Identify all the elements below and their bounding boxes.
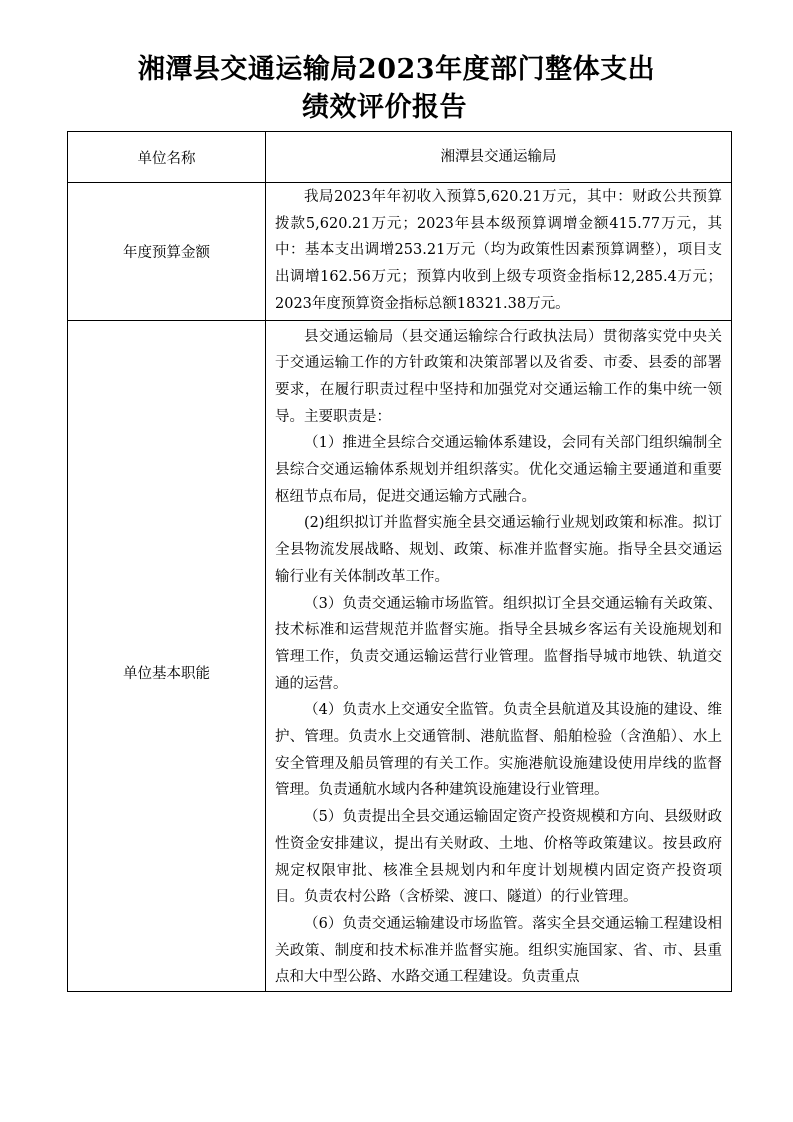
table-row-budget bbox=[68, 183, 732, 321]
unit-name-label: 单位名称 bbox=[68, 132, 266, 183]
duties-paragraph-5: （5）负责提出全县交通运输固定资产投资规模和方向、县级财政性资金安排建议，提出有关财政、土地、价格等政策建议。按县政府规定权限审批、核准全县规划内和年度计划规模内固定资产投资项目。负责农村公路（含桥梁、渡口、隧道）的行业管理。 bbox=[275, 809, 722, 906]
duties-paragraph-4: （4）负责水上交通安全监管。负责全县航道及其设施的建设、维护、管理。负责水上交通管制、港航监督、船舶检验（含渔船）、水上安全管理及船员管理的有关工作。实施港航设施建设使用岸线的监督管理。负责通航水域内各种建筑设施建设行业管理。 bbox=[275, 702, 722, 799]
duties-paragraph-6: （6）负责交通运输建设市场监管。落实全县交通运输工程建设相关政策、制度和技术标准并监督实施。组织实施国家、省、市、县重点和大中型公路、水路交通工程建设。负责重点 bbox=[275, 915, 722, 986]
duties-paragraph-3: （3）负责交通运输市场监管。组织拟订全县交通运输有关政策、技术标准和运营规范并监督实施。指导全县城乡客运有关设施规划和管理工作，负责交通运输运营行业管理。监督指导城市地铁、轨道交通的运营。 bbox=[275, 595, 722, 692]
unit-name-value: 湘潭县交通运输局 bbox=[266, 132, 732, 183]
budget-content bbox=[266, 183, 732, 321]
duties-paragraph-1: （1）推进全县综合交通运输体系建设，会同有关部门组织编制全县综合交通运输体系规划并组织落实。优化交通运输主要通道和重要枢纽节点布局，促进交通运输方式融合。 bbox=[275, 435, 722, 505]
report-title-line1: 湘潭县交通运输局2023年度部门整体支出 bbox=[137, 54, 656, 85]
table-row-unit-name bbox=[68, 132, 732, 183]
duties-label: 单位基本职能 bbox=[123, 665, 210, 682]
duties-paragraph-intro: 县交通运输局（县交通运输综合行政执法局）贯彻落实党中央关于交通运输工作的方针政策和决策部署以及省委、市委、县委的部署要求，在履行职责过程中坚持和加强党对交通运输工作的集中统一领导。主要职责是： bbox=[275, 328, 722, 425]
table-row-duties bbox=[68, 320, 732, 992]
report-title-line2: 绩效评价报告 bbox=[302, 92, 467, 123]
report-table bbox=[67, 131, 732, 992]
duties-paragraph-2: (2)组织拟订并监督实施全县交通运输行业规划政策和标准。拟订全县物流发展战略、规划、政策、标准并监督实施。指导全县交通运输行业有关体制改革工作。 bbox=[275, 515, 722, 585]
duties-content bbox=[266, 320, 732, 992]
budget-label: 年度预算金额 bbox=[68, 183, 266, 321]
budget-text: 我局2023年年初收入预算5,620.21万元，其中：财政公共预算拨款5,620.21万元；2023年县本级预算调增金额415.77万元，其中：基本支出调增253.21万元（均为政策性因素预算调整），项目支出调增162.56万元；预算内收到上级专项资金指标12,285.4万元；2023年度预算资金指标总额18321.38万元。 bbox=[275, 189, 722, 312]
duties-label-cell bbox=[68, 320, 266, 992]
